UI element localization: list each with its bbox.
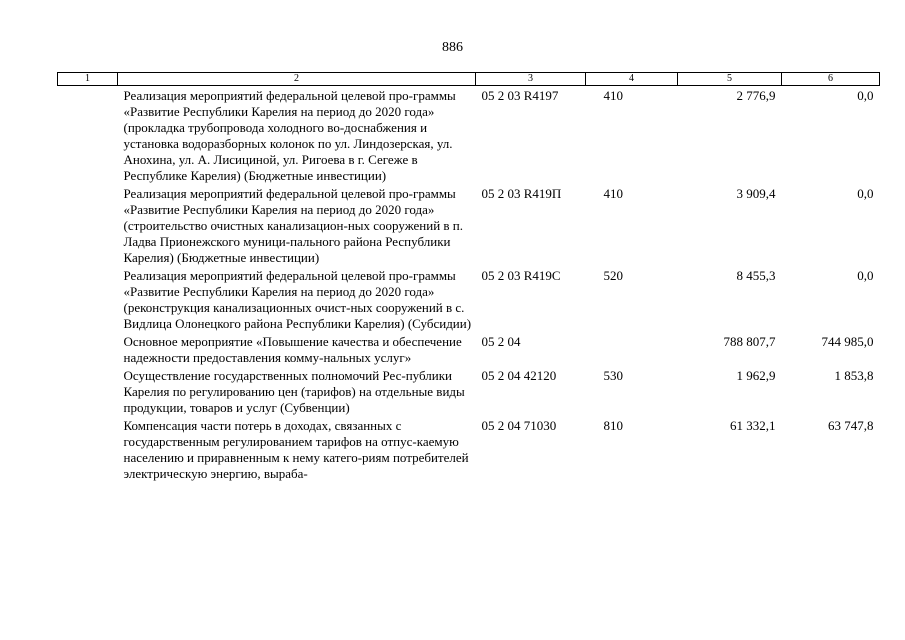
row-sum-2: 0,0 [857,186,874,201]
table-row [58,366,880,416]
row-sum-2: 744 985,0 [821,334,874,349]
table-row [58,86,880,185]
column-header-1: 1 [58,73,118,86]
row-description: Компенсация части потерь в доходах, связанных с государственным регулированием тарифов на отпус-каемую населению и приравненным к нему катего-риям потребителей электрическую энергию, выраба- [123,418,469,481]
table-row [58,332,880,366]
row-sum-2: 1 853,8 [834,368,874,383]
table-row [58,416,880,482]
column-header-4: 4 [586,73,678,86]
row-description: Реализация мероприятий федеральной целевой про-граммы «Развитие Республики Карелия на период до 2020 года» (строительство очистных канализацион-ных сооружений в п. Ладва Прионежского муници-пального района Республики Карелия) (Бюджетные инвестиции) [123,186,464,265]
row-sum-1: 3 909,4 [736,186,776,201]
column-header-2: 2 [118,73,476,86]
empty-cell [58,184,118,266]
column-number-row [58,73,880,86]
column-header-6: 6 [782,73,880,86]
row-expense-type [586,332,678,366]
budget-table [57,72,880,482]
row-sum-2: 63 747,8 [828,418,874,433]
row-expense-type: 810 [603,418,623,433]
row-sum-1: 2 776,9 [736,88,776,103]
row-sum-1: 8 455,3 [736,268,776,283]
empty-cell [58,266,118,332]
empty-cell [58,416,118,482]
row-code: 05 2 03 R4197 [481,88,559,103]
row-expense-type: 410 [603,186,623,201]
row-sum-1: 1 962,9 [736,368,776,383]
row-sum-2: 0,0 [857,88,874,103]
row-description: Реализация мероприятий федеральной целевой про-граммы «Развитие Республики Карелия на период до 2020 года» (реконструкция канализационных очист-ных сооружений в с. Видлица Олонецкого района Республики Карелия) (Субсидии) [123,268,472,331]
row-sum-1: 61 332,1 [730,418,776,433]
row-expense-type: 410 [603,88,623,103]
row-sum-1: 788 807,7 [723,334,776,349]
table-row [58,266,880,332]
row-sum-2: 0,0 [857,268,874,283]
row-description: Основное мероприятие «Повышение качества и обеспечение надежности предоставления комму-нальных услуг» [123,334,462,365]
row-description: Осуществление государственных полномочий Рес-публики Карелия по регулированию цен (тарифов) на отдельные виды продукции, товаров и услуг (Субвенции) [123,368,465,415]
row-code: 05 2 04 71030 [481,418,557,433]
empty-cell [58,332,118,366]
row-description: Реализация мероприятий федеральной целевой про-граммы «Развитие Республики Карелия на период до 2020 года» (прокладка трубопровода холодного во-доснабжения и установка водоразборных колонок по ул. Линдозерская, ул. Анохина, ул. А. Лисициной, ул. Ригоева в г. Сегеже в Республике Карелия) (Бюджетные инвестиции) [123,88,456,183]
column-header-3: 3 [476,73,586,86]
row-code: 05 2 03 R419С [481,268,561,283]
row-expense-type: 520 [603,268,623,283]
empty-cell [58,366,118,416]
column-header-5: 5 [678,73,782,86]
empty-cell [58,86,118,185]
row-expense-type: 530 [603,368,623,383]
row-code: 05 2 04 42120 [481,368,557,383]
table-row [58,184,880,266]
page-number: 886 [442,40,463,55]
row-code: 05 2 04 [481,334,521,349]
row-code: 05 2 03 R419П [481,186,562,201]
